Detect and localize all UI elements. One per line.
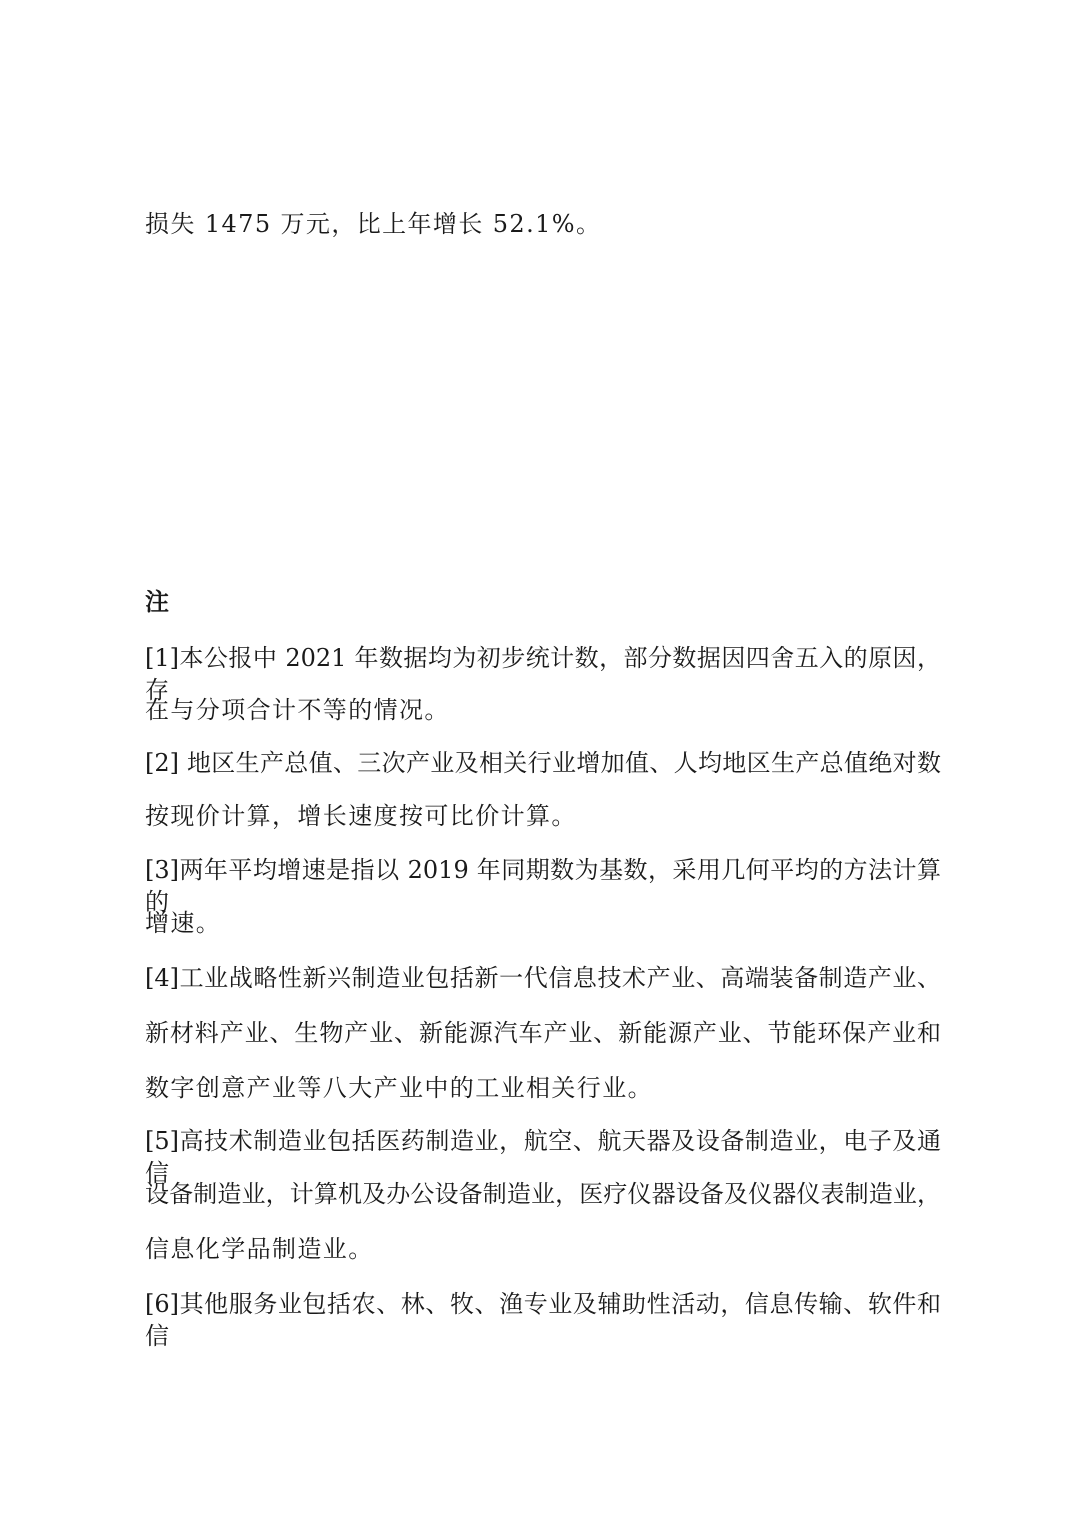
note-5-line-3: 信息化学品制造业。 (145, 1235, 374, 1263)
note-3-line-2: 增速。 (145, 909, 222, 937)
note-2-line-1: [2] 地区生产总值、三次产业及相关行业增加值、人均地区生产总值绝对数 (145, 749, 941, 777)
notes-heading: 注 (145, 588, 169, 616)
note-4-line-3: 数字创意产业等八大产业中的工业相关行业。 (145, 1074, 653, 1102)
note-1-line-2: 在与分项合计不等的情况。 (145, 696, 450, 724)
note-4-line-2: 新材料产业、生物产业、新能源汽车产业、新能源产业、节能环保产业和 (145, 1019, 941, 1047)
note-5-line-2: 设备制造业，计算机及办公设备制造业，医疗仪器设备及仪器仪表制造业， (145, 1180, 941, 1208)
note-3-line-1: [3]两年平均增速是指以 2019 年同期数为基数，采用几何平均的方法计算的 (145, 856, 941, 916)
note-4-line-1: [4]工业战略性新兴制造业包括新一代信息技术产业、高端装备制造产业、 (145, 964, 941, 992)
body-continuation-text: 损失 1475 万元，比上年增长 52.1%。 (145, 210, 602, 238)
note-2-line-2: 按现价计算，增长速度按可比价计算。 (145, 802, 577, 830)
note-6-line-1: [6]其他服务业包括农、林、牧、渔专业及辅助性活动，信息传输、软件和信 (145, 1290, 941, 1350)
note-5-line-1: [5]高技术制造业包括医药制造业，航空、航天器及设备制造业，电子及通信 (145, 1127, 941, 1187)
note-1-line-1: [1]本公报中 2021 年数据均为初步统计数，部分数据因四舍五入的原因，存 (145, 644, 941, 704)
